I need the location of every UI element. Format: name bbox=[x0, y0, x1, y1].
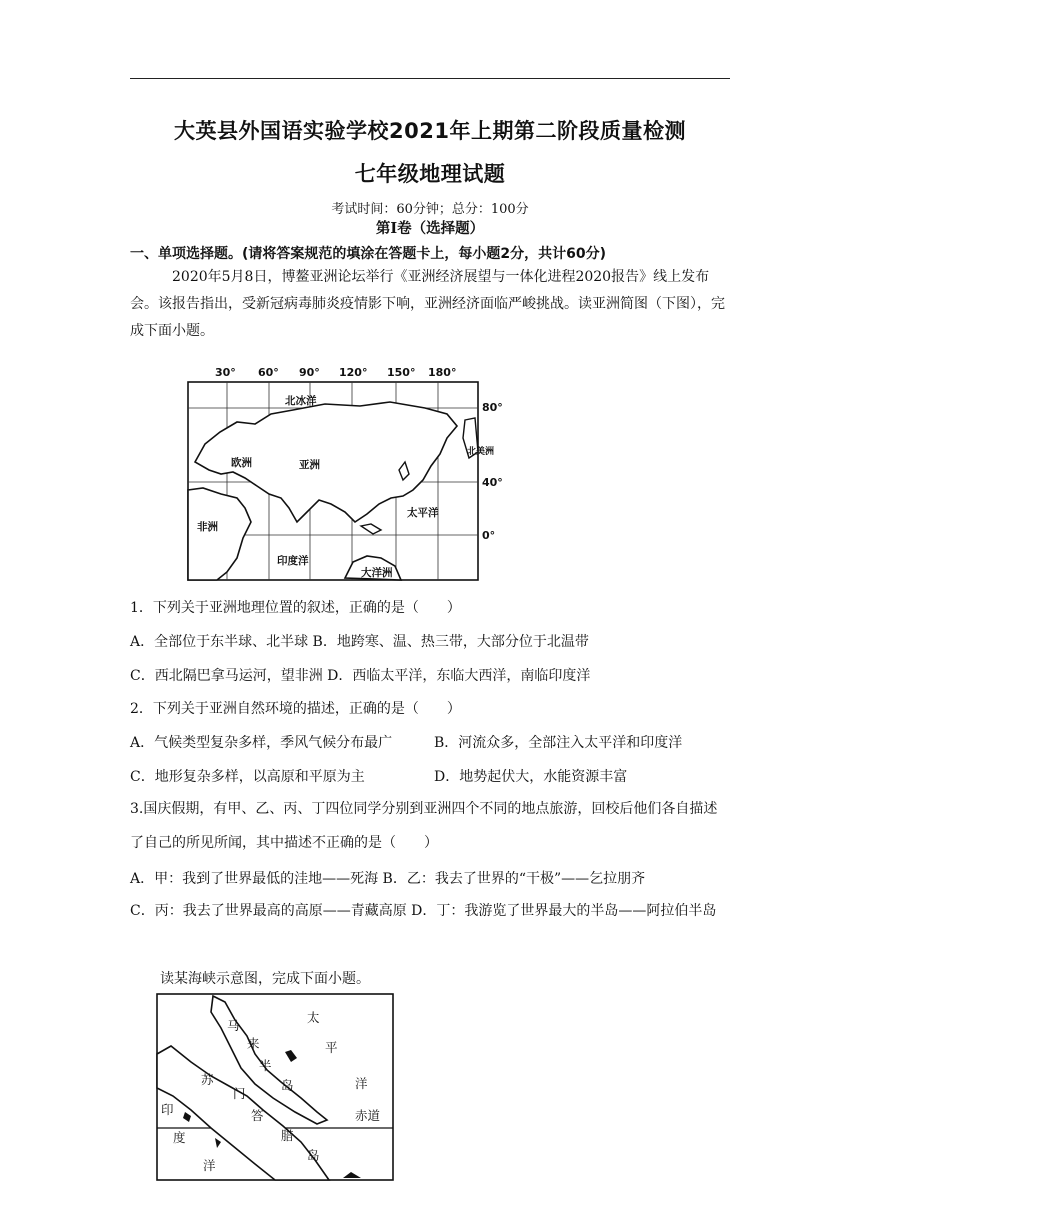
lon-label: 60° bbox=[258, 366, 279, 379]
lat-label: 80° bbox=[482, 401, 503, 414]
q1-options-cd: C．西北隔巴拿马运河，望非洲 D．西临太平洋，东临大西洋，南临印度洋 bbox=[130, 668, 591, 684]
label-arctic: 北冰洋 bbox=[285, 395, 317, 407]
lon-label: 30° bbox=[215, 366, 236, 379]
label-africa: 非洲 bbox=[197, 521, 218, 533]
strait-label: 苏 bbox=[201, 1072, 214, 1087]
lon-label: 120° bbox=[339, 366, 368, 379]
strait-label: 度 bbox=[173, 1130, 186, 1145]
strait-label: 半 bbox=[259, 1058, 272, 1073]
q2-stem: 2．下列关于亚洲自然环境的描述，正确的是（ ） bbox=[130, 701, 461, 717]
q2-option-b: B．河流众多，全部注入太平洋和印度洋 bbox=[434, 735, 683, 751]
strait-label: 门 bbox=[233, 1086, 246, 1101]
strait-label: 马 bbox=[227, 1018, 240, 1033]
page-title: 大英县外国语实验学校2021年上期第二阶段质量检测 bbox=[174, 119, 686, 143]
section-heading: 一、单项选择题。(请将答案规范的填涂在答题卡上，每小题2分，共计60分) bbox=[130, 246, 607, 262]
strait-map bbox=[155, 992, 397, 1188]
lon-label: 180° bbox=[428, 366, 457, 379]
label-europe: 欧洲 bbox=[231, 457, 252, 469]
header-rule bbox=[130, 78, 730, 79]
strait-label: 洋 bbox=[355, 1076, 368, 1091]
q2-option-c: C．地形复杂多样，以高原和平原为主 bbox=[130, 769, 365, 785]
strait-label: 岛 bbox=[307, 1148, 320, 1163]
label-north-america: 北美洲 bbox=[467, 447, 495, 457]
page-subtitle: 七年级地理试题 bbox=[354, 162, 506, 186]
strait-label: 太 bbox=[307, 1010, 320, 1025]
part-title: 第Ⅰ卷（选择题） bbox=[375, 220, 485, 237]
exam-info: 考试时间：60分钟；总分：100分 bbox=[331, 202, 529, 217]
strait-intro: 读某海峡示意图，完成下面小题。 bbox=[160, 971, 370, 987]
q2-option-a: A．气候类型复杂多样，季风气候分布最广 bbox=[130, 735, 393, 751]
label-indian: 印度洋 bbox=[277, 555, 309, 567]
strait-label: 腊 bbox=[281, 1128, 294, 1143]
label-oceania: 大洋洲 bbox=[361, 567, 393, 579]
lat-label: 0° bbox=[482, 529, 496, 542]
label-pacific: 太平洋 bbox=[407, 507, 439, 519]
asia-map bbox=[185, 362, 503, 588]
q3-options-ab: A．甲：我到了世界最低的洼地——死海 B．乙：我去了世界的“干极”——乞拉朋齐 bbox=[130, 871, 646, 887]
strait-label: 赤道 bbox=[355, 1108, 381, 1123]
lon-label: 90° bbox=[299, 366, 320, 379]
strait-label: 答 bbox=[251, 1108, 264, 1123]
strait-label: 岛 bbox=[281, 1078, 294, 1093]
q1-stem: 1．下列关于亚洲地理位置的叙述，正确的是（ ） bbox=[130, 600, 461, 616]
lon-label: 150° bbox=[387, 366, 416, 379]
intro-paragraph: 2020年5月8日，博鳌亚洲论坛举行《亚洲经济展望与一体化进程2020报告》线上发布会。该报告指出，受新冠病毒肺炎疫情影下响，亚洲经济面临严峻挑战。读亚洲简图（下图），完成下面小题。 bbox=[130, 269, 725, 339]
strait-label: 来 bbox=[247, 1036, 260, 1051]
q1-options-ab: A．全部位于东半球、北半球 B．地跨寒、温、热三带，大部分位于北温带 bbox=[130, 634, 589, 650]
strait-label: 平 bbox=[325, 1040, 338, 1055]
q3-stem: 3.国庆假期，有甲、乙、丙、丁四位同学分别到亚洲四个不同的地点旅游，回校后他们各自描述了自己的所见所闻，其中描述不正确的是（ ） bbox=[130, 801, 718, 851]
lat-label: 40° bbox=[482, 476, 503, 489]
strait-label: 印 bbox=[161, 1102, 174, 1117]
q3-options-cd: C．丙：我去了世界最高的高原——青藏高原 D．丁：我游览了世界最大的半岛——阿拉伯半岛 bbox=[130, 903, 717, 919]
q2-option-d: D．地势起伏大，水能资源丰富 bbox=[434, 769, 628, 785]
label-asia: 亚洲 bbox=[299, 459, 320, 471]
strait-label: 洋 bbox=[203, 1158, 216, 1173]
